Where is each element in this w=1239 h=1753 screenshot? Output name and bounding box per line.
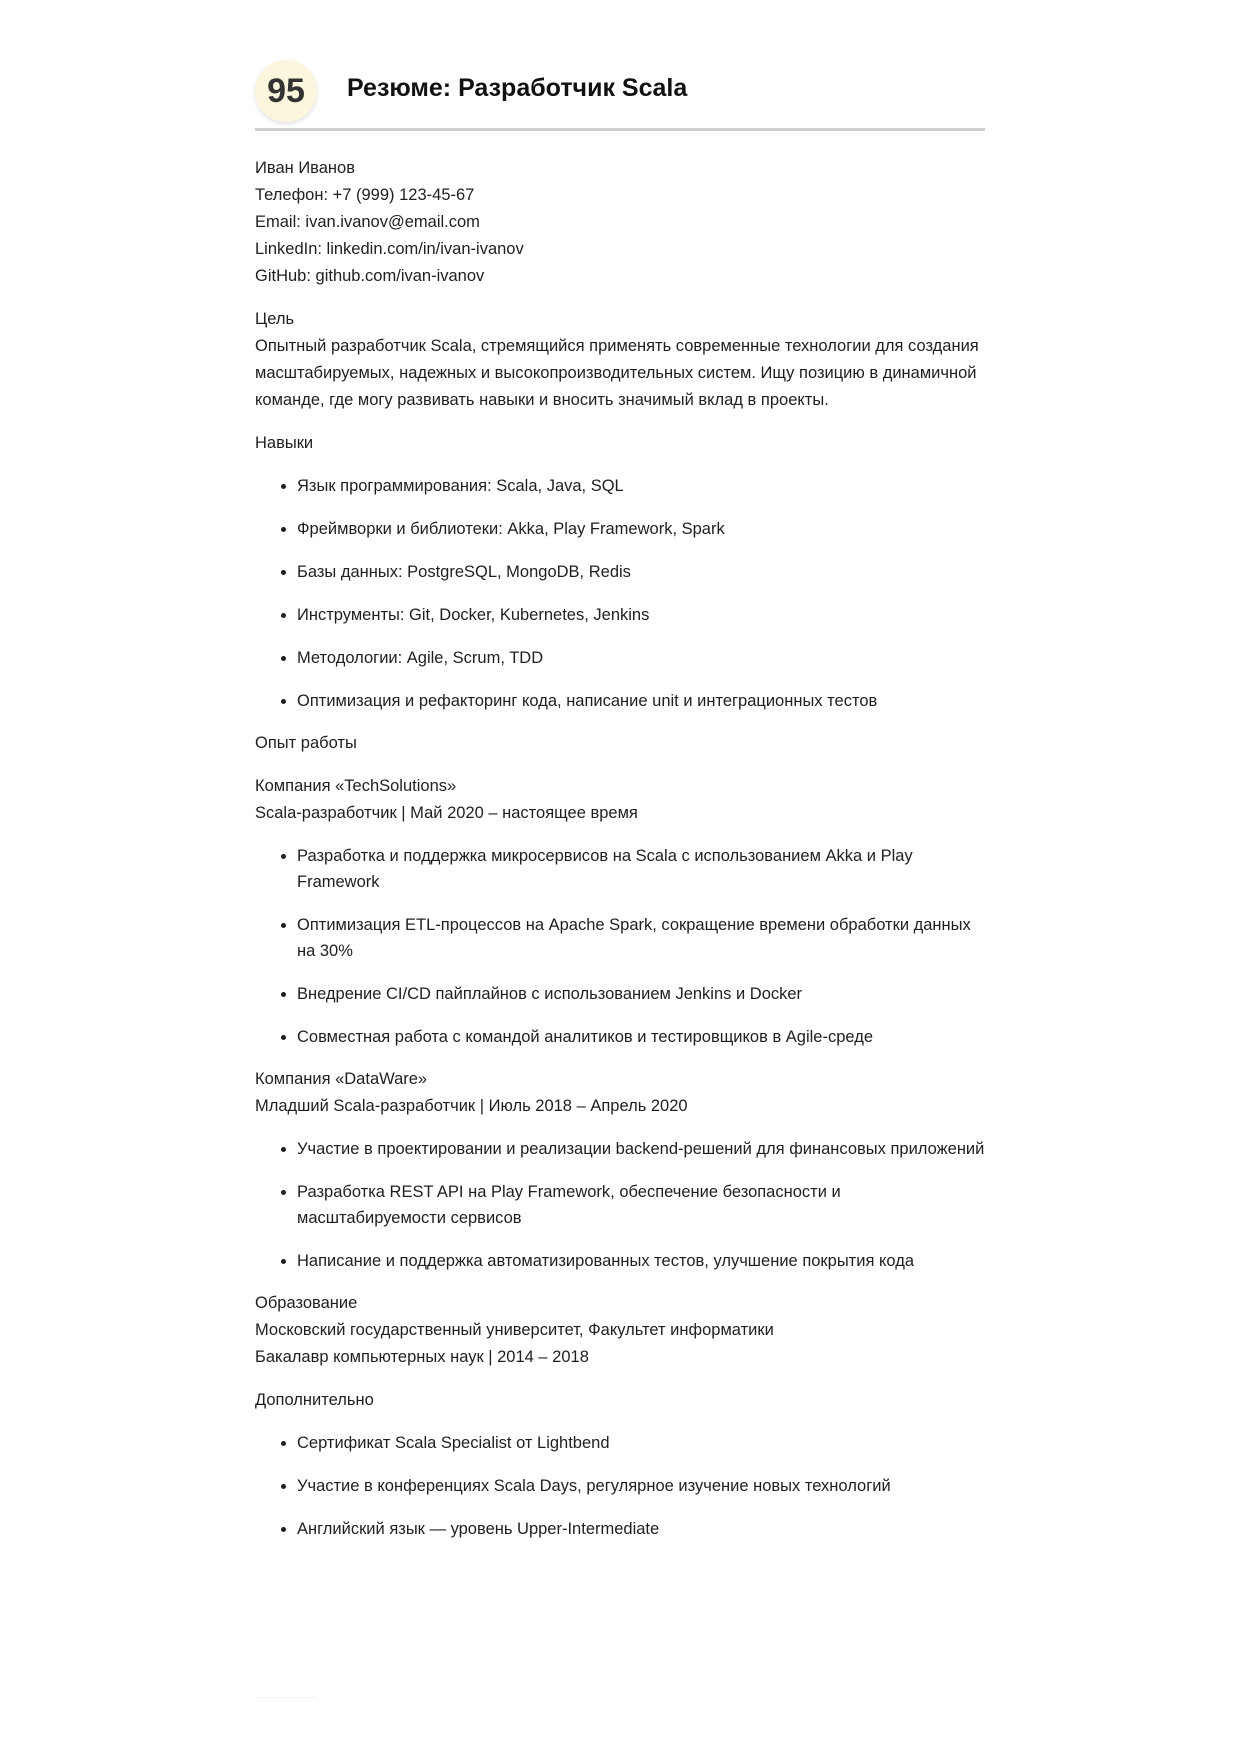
list-item: • Методологии: Agile, Scrum, TDD: [297, 645, 990, 671]
education-heading: Образование: [255, 1294, 358, 1312]
list-item: • Совместная работа с командой аналитиков и тестировщиков в Agile-среде: [297, 1024, 990, 1050]
experience-section: [255, 730, 990, 1274]
job-role: Scala-разработчик | Май 2020 – настоящее время: [255, 804, 638, 822]
objective-text: Опытный разработчик Scala, стремящийся применять современные технологии для создания масштабируемых, надежных и высокопроизводительных систем. Ищу позицию в динамичной команде, где могу развивать навыки и вносить значимый вклад в проекты.: [255, 337, 979, 409]
list-item: • Участие в конференциях Scala Days, регулярное изучение новых технологий: [297, 1473, 990, 1499]
contact-section: [255, 155, 990, 290]
job-dataware: [255, 1066, 990, 1274]
list-item: • Инструменты: Git, Docker, Kubernetes, Jenkins: [297, 602, 990, 628]
list-item: • Оптимизация и рефакторинг кода, написание unit и интеграционных тестов: [297, 688, 990, 714]
contact-linkedin: LinkedIn: linkedin.com/in/ivan-ivanov: [255, 240, 524, 258]
job-role: Младший Scala-разработчик | Июль 2018 – Апрель 2020: [255, 1097, 688, 1115]
list-item: • Фреймворки и библиотеки: Akka, Play Framework, Spark: [297, 516, 990, 542]
job-company: Компания «DataWare»: [255, 1070, 428, 1088]
list-item: • Оптимизация ETL-процессов на Apache Spark, сокращение времени обработки данных на 30%: [297, 912, 990, 964]
additional-list: [255, 1430, 990, 1542]
additional-section: [255, 1387, 990, 1542]
education-degree: Бакалавр компьютерных наук | 2014 – 2018: [255, 1348, 589, 1366]
objective-section: [255, 306, 990, 414]
list-item: • Участие в проектировании и реализации backend-решений для финансовых приложений: [297, 1136, 990, 1162]
list-item: • Язык программирования: Scala, Java, SQL: [297, 473, 990, 499]
job-duties-list: [255, 843, 990, 1050]
page-title: Резюме: Разработчик Scala: [347, 74, 688, 102]
job-techsolutions: [255, 773, 990, 1050]
list-item: • Разработка и поддержка микросервисов на Scala с использованием Akka и Play Framework: [297, 843, 990, 895]
skills-heading: Навыки: [255, 434, 314, 452]
education-section: [255, 1290, 990, 1371]
footer-divider: [255, 1697, 317, 1698]
document-header: [255, 58, 985, 131]
objective-heading: Цель: [255, 310, 295, 328]
contact-github: GitHub: github.com/ivan-ivanov: [255, 267, 485, 285]
skills-list: [255, 473, 990, 714]
experience-heading: Опыт работы: [255, 734, 357, 752]
contact-name: Иван Иванов: [255, 159, 355, 177]
list-item: • Внедрение CI/CD пайплайнов с использованием Jenkins и Docker: [297, 981, 990, 1007]
list-item: • Английский язык — уровень Upper-Intermediate: [297, 1516, 990, 1542]
score-badge: 95: [255, 60, 317, 122]
resume-body: [255, 155, 990, 1558]
contact-phone: Телефон: +7 (999) 123-45-67: [255, 186, 475, 204]
additional-heading: Дополнительно: [255, 1391, 374, 1409]
list-item: • Базы данных: PostgreSQL, MongoDB, Redis: [297, 559, 990, 585]
list-item: • Разработка REST API на Play Framework, обеспечение безопасности и масштабируемости сервисов: [297, 1179, 990, 1231]
list-item: • Сертификат Scala Specialist от Lightbend: [297, 1430, 990, 1456]
contact-email: Email: ivan.ivanov@email.com: [255, 213, 480, 231]
list-item: • Написание и поддержка автоматизированных тестов, улучшение покрытия кода: [297, 1248, 990, 1274]
job-company: Компания «TechSolutions»: [255, 777, 457, 795]
job-duties-list: [255, 1136, 990, 1274]
education-university: Московский государственный университет, Факультет информатики: [255, 1321, 774, 1339]
skills-section: [255, 430, 990, 714]
